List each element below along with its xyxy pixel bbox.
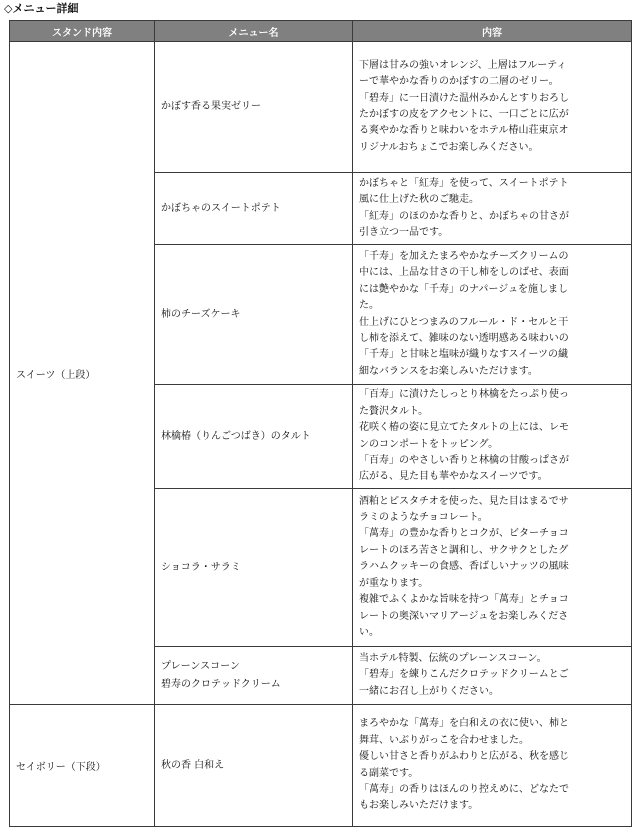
- menu-name-line: かぼちゃのスイートポテト: [161, 202, 281, 214]
- section-heading: ◇メニュー詳細: [4, 2, 79, 15]
- description-line: 広がる、見た目も華やかなスイーツです。: [359, 471, 548, 483]
- description-line: 「千寿」と甘味と塩味が織りなすスイーツの繊: [359, 349, 568, 361]
- description-cell: [353, 173, 632, 245]
- description-line: 一緒にお召し上がりください。: [359, 685, 499, 697]
- table-row: [10, 705, 632, 827]
- description-line: 引き立つ一品です。: [359, 226, 449, 238]
- column-header-content: 内容: [353, 21, 632, 42]
- description-line: 「碧寿」に一日漬けた温州みかんとすりおろし: [359, 92, 569, 104]
- menu-name-cell: [155, 385, 353, 489]
- description-line: し柿を添えて、雑味のない透明感ある味わいの: [359, 332, 569, 344]
- description-line: かぼちゃと「紅寿」を使って、スイートポテト: [359, 177, 569, 189]
- menu-name-cell: [155, 705, 353, 827]
- description-cell: [353, 705, 632, 827]
- menu-name-cell: [155, 647, 353, 705]
- description-line: た。: [359, 300, 379, 312]
- description-line: 「千寿」を加えたまろやかなチーズクリームの: [359, 250, 569, 262]
- stand-category-cell: セイボリー（下段）: [10, 705, 155, 827]
- description-line: まろやかな「萬寿」を白和えの衣に使い、柿と: [359, 718, 569, 730]
- menu-name-cell: [155, 489, 353, 647]
- table-header-row: [10, 21, 632, 42]
- description-line: ラミのようなチョコレート。: [359, 512, 488, 524]
- description-line: 風に仕上げた秋のご馳走。: [359, 194, 479, 206]
- description-cell: [353, 42, 632, 173]
- description-cell: [353, 385, 632, 489]
- description-line: 「萬寿」の香りはほんのり控えめに、どなたで: [359, 783, 569, 795]
- description-line: た贅沢タルト。: [359, 405, 429, 417]
- description-cell: [353, 245, 632, 385]
- menu-name-line: 秋の香 白和え: [161, 759, 225, 771]
- description-line: 花咲く椿の姿に見立てたタルトの上には、レモ: [359, 422, 569, 434]
- description-line: リジナルおちょこでお楽しみください。: [359, 141, 539, 153]
- menu-details-table: [9, 20, 632, 827]
- description-line: 「紅寿」のほのかな香りと、かぼちゃの甘さが: [359, 210, 569, 222]
- description-line: ラハムクッキーの食感、香ばしいナッツの風味: [359, 561, 569, 573]
- description-line: 「百寿」のやさしい香りと林檎の甘酸っぱさが: [359, 454, 569, 466]
- column-header-stand: スタンド内容: [10, 21, 155, 42]
- description-line: 「碧寿」を練りこんだクロテッドクリームとご: [359, 669, 569, 681]
- description-line: たかぼすの皮をアクセントに、一口ごとに広が: [359, 109, 569, 120]
- stand-category-cell: スイーツ（上段）: [10, 42, 155, 705]
- description-line: レートの奥深いマリアージュをお楽しみくださ: [359, 610, 569, 622]
- menu-name-line: 碧寿のクロテッドクリーム: [161, 678, 281, 690]
- description-line: る副菜です。: [359, 767, 419, 779]
- description-line: 酒粕とピスタチオを使った、見た目はまるでサ: [359, 495, 569, 507]
- description-line: 細なバランスをお楽しみいただけます。: [359, 365, 538, 377]
- menu-name-line: 柿のチーズケーキ: [161, 308, 241, 320]
- column-header-menu-name: メニュー名: [155, 21, 353, 42]
- description-line: ーで華やかな香りのかぼすの二層のゼリー。: [359, 76, 559, 88]
- description-line: ンのコンポートをトッピング。: [359, 438, 499, 450]
- description-line: 当ホテル特製、伝統のプレーンスコーン。: [359, 652, 547, 664]
- table-body: [10, 42, 632, 827]
- description-line: 優しい甘さと香りがふわりと広がる、秋を感じ: [359, 751, 569, 763]
- description-line: 「百寿」に漬けたしっとり林檎をたっぷり使っ: [359, 389, 569, 401]
- menu-name-line: 林檎椿（りんごつばき）のタルト: [161, 430, 311, 442]
- description-line: もお楽しみいただけます。: [359, 800, 479, 812]
- description-cell: [353, 647, 632, 705]
- description-cell: [353, 489, 632, 647]
- description-line: には艶やかな「千寿」のナパージュを施しまし: [359, 283, 568, 295]
- menu-name-line: ショコラ・サラミ: [161, 561, 241, 573]
- description-line: 複雑でふくよかな旨味を持つ「萬寿」とチョコ: [359, 594, 569, 606]
- menu-name-line: プレーンスコーン: [161, 660, 240, 672]
- description-line: 中には、上品な甘さの干し柿をしのばせ、表面: [359, 267, 569, 279]
- menu-name-cell: [155, 173, 353, 245]
- description-line: 舞茸、いぶりがっこを合わせました。: [359, 734, 529, 746]
- description-line: 下層は甘みの強いオレンジ、上層はフルーティ: [359, 59, 567, 71]
- description-line: 仕上げにひとつまみのフルール・ド・セルと干: [359, 316, 569, 328]
- description-line: 「萬寿」の豊かな香りとコクが、ビターチョコ: [359, 528, 569, 540]
- table-row: [10, 42, 632, 173]
- menu-name-cell: [155, 42, 353, 173]
- description-line: い。: [359, 626, 379, 638]
- description-line: レートのほろ苦さと調和し、サクサクとしたグ: [359, 544, 569, 556]
- menu-name-cell: [155, 245, 353, 385]
- menu-name-line: かぼす香る果実ゼリー: [161, 101, 261, 112]
- description-line: が重なります。: [359, 577, 429, 589]
- description-line: る爽やかな香りと味わいをホテル椿山荘東京オ: [359, 125, 569, 137]
